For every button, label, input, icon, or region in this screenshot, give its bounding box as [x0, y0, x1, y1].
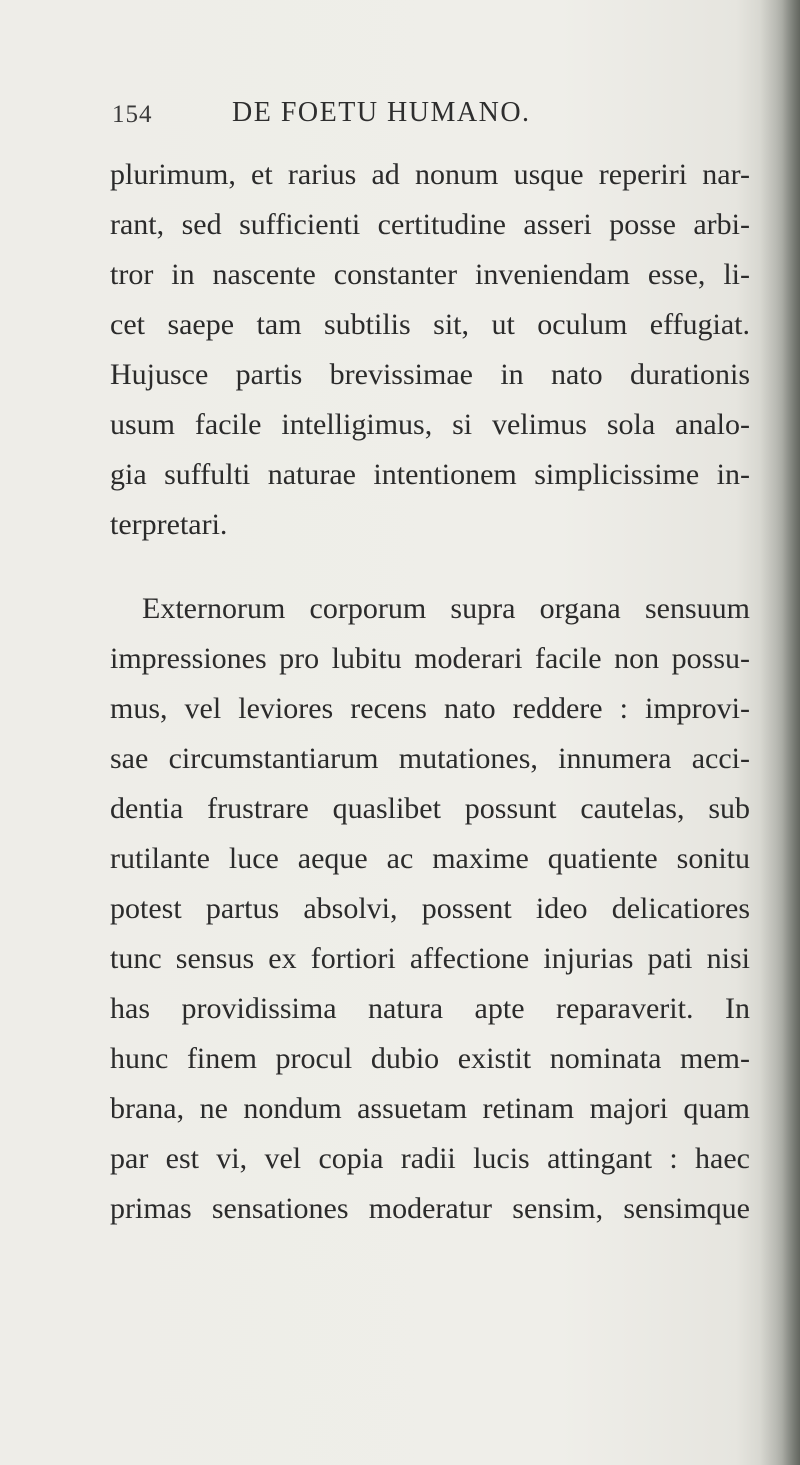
text-line: plurimum, et rarius ad nonum usque reperiri nar-: [110, 158, 750, 191]
text-line: potest partus absolvi, possent ideo delicatiores: [110, 892, 750, 925]
text-line: rant, sed sufficienti certitudine asseri posse arbi-: [110, 208, 750, 241]
text-line: has providissima natura apte reparaverit. In: [110, 992, 750, 1025]
text-line: Hujusce partis brevissimae in nato durationis: [110, 358, 750, 391]
text-line: usum facile intelligimus, si velimus sola analo-: [110, 408, 750, 441]
text-body: [110, 150, 750, 1234]
paragraph-spacer: [110, 550, 750, 584]
text-line: sae circumstantiarum mutationes, innumera acci-: [110, 742, 750, 775]
running-head-title: DE FOETU HUMANO.: [232, 97, 531, 128]
text-line: terpretari.: [110, 508, 228, 541]
page-edge-shadow: [760, 0, 800, 1465]
page-number: 154: [112, 101, 153, 128]
text-line: dentia frustrare quaslibet possunt cautelas, sub: [110, 792, 750, 825]
paragraph-1: [110, 150, 750, 550]
text-line: mus, vel leviores recens nato reddere : improvi-: [110, 692, 750, 725]
text-line: tunc sensus ex fortiori affectione injurias pati nisi: [110, 942, 750, 975]
text-line: hunc finem procul dubio existit nominata mem-: [110, 1042, 750, 1075]
text-line: cet saepe tam subtilis sit, ut oculum effugiat.: [110, 308, 750, 341]
text-line: impressiones pro lubitu moderari facile non possu-: [110, 642, 750, 675]
text-line: tror in nascente constanter inveniendam esse, li-: [110, 258, 750, 291]
text-line: Externorum corporum supra organa sensuum: [142, 592, 750, 625]
text-line: primas sensationes moderatur sensim, sensimque: [110, 1192, 750, 1225]
text-line: rutilante luce aeque ac maxime quatiente sonitu: [110, 842, 750, 875]
text-line: gia suffulti naturae intentionem simplicissime in-: [110, 458, 750, 491]
text-line: brana, ne nondum assuetam retinam majori quam: [110, 1092, 750, 1125]
paragraph-2: [110, 584, 750, 1234]
text-line: par est vi, vel copia radii lucis attingant : haec: [110, 1142, 750, 1175]
